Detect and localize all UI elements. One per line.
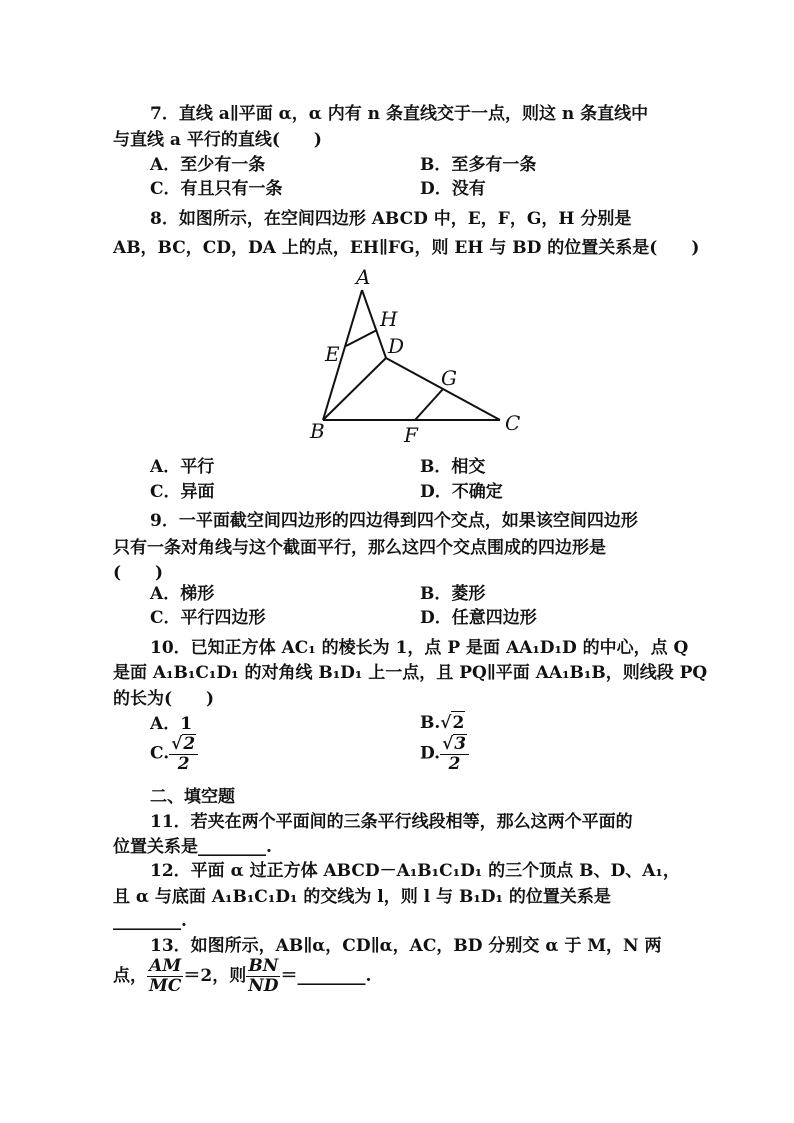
q7-option-c: C．有且只有一条 bbox=[150, 179, 283, 199]
q10-option-a: A．1 bbox=[150, 714, 193, 734]
q10-option-c-prefix: C. bbox=[150, 743, 170, 764]
label-g: G bbox=[441, 366, 457, 390]
label-c: C bbox=[505, 411, 521, 435]
label-a: A bbox=[356, 265, 371, 289]
q10-option-d-fraction bbox=[440, 734, 469, 774]
fraction-numerator: BN bbox=[246, 957, 280, 977]
q10-option-b-prefix: B. bbox=[420, 713, 441, 733]
q13-fraction-bn-nd bbox=[246, 957, 280, 996]
q10-line3: 的长为( ) bbox=[113, 689, 215, 709]
q10-option-c bbox=[150, 734, 198, 774]
fraction-numerator bbox=[169, 734, 198, 755]
q12-line3: ________. bbox=[113, 911, 187, 931]
fraction-denominator: 2 bbox=[448, 754, 461, 774]
q9-option-b: B．菱形 bbox=[420, 584, 486, 604]
q10-option-d bbox=[420, 734, 469, 774]
q9-line2: 只有一条对角线与这个截面平行，那么这四个交点围成的四边形是 bbox=[113, 538, 606, 558]
q11-line2: 位置关系是________. bbox=[113, 837, 272, 857]
q10-option-d-prefix: D. bbox=[420, 743, 441, 764]
label-d: D bbox=[388, 334, 405, 358]
radicand: 2 bbox=[183, 734, 196, 754]
q13-line1: 13．如图所示，AB∥α，CD∥α，AC，BD 分别交 α 于 M，N 两 bbox=[150, 936, 662, 956]
q9-option-d: D．任意四边形 bbox=[420, 608, 537, 628]
label-e: E bbox=[325, 342, 340, 366]
q8-figure bbox=[300, 260, 540, 450]
q7-option-b: B．至多有一条 bbox=[420, 155, 537, 175]
q11-line1: 11．若夹在两个平面间的三条平行线段相等，那么这两个平面的 bbox=[150, 812, 633, 832]
q9-line1: 9．一平面截空间四边形的四边得到四个交点，如果该空间四边形 bbox=[150, 511, 638, 531]
q13-line2 bbox=[113, 954, 713, 998]
q12-line2: 且 α 与底面 A₁B₁C₁D₁ 的交线为 l，则 l 与 B₁D₁ 的位置关系是 bbox=[113, 887, 611, 907]
fraction-denominator: 2 bbox=[177, 754, 190, 774]
fraction-denominator: MC bbox=[149, 976, 182, 996]
q7-line1: 7．直线 a∥平面 α，α 内有 n 条直线交于一点，则这 n 条直线中 bbox=[150, 104, 649, 124]
q7-option-a: A．至少有一条 bbox=[150, 155, 266, 175]
q9-option-a: A．梯形 bbox=[150, 584, 215, 604]
q12-line1: 12．平面 α 过正方体 ABCD－A₁B₁C₁D₁ 的三个顶点 B、D、A₁， bbox=[150, 861, 680, 881]
q10-option-b bbox=[420, 711, 465, 734]
fraction-denominator: ND bbox=[248, 976, 279, 996]
edge-fg bbox=[415, 389, 443, 420]
section-heading: 二、填空题 bbox=[150, 787, 235, 807]
q8-option-a: A．平行 bbox=[150, 457, 215, 477]
radicand: 3 bbox=[454, 734, 467, 754]
q7-line2: 与直线 a 平行的直线( ) bbox=[113, 130, 322, 150]
q9-option-c: C．平行四边形 bbox=[150, 608, 266, 628]
q10-line1: 10．已知正方体 AC₁ 的棱长为 1，点 P 是面 AA₁D₁D 的中心，点 Q bbox=[150, 638, 689, 658]
fraction-numerator: AM bbox=[147, 957, 183, 977]
q13-prefix: 点， bbox=[113, 966, 147, 986]
q13-mid: ＝2，则 bbox=[183, 966, 247, 986]
q13-fraction-am-mc bbox=[147, 957, 183, 996]
sqrt-icon: √ bbox=[171, 734, 183, 754]
fraction-numerator bbox=[440, 734, 469, 755]
q8-option-c: C．异面 bbox=[150, 482, 215, 502]
sqrt-icon: √ bbox=[440, 713, 452, 733]
q10-option-b-radicand: 2 bbox=[452, 713, 465, 733]
label-b: B bbox=[310, 419, 325, 443]
q8-line1: 8．如图所示，在空间四边形 ABCD 中，E，F，G，H 分别是 bbox=[150, 209, 632, 229]
q8-option-d: D．不确定 bbox=[420, 482, 503, 502]
q10-option-c-fraction bbox=[169, 734, 198, 774]
label-f: F bbox=[404, 423, 418, 447]
q13-suffix: ＝________. bbox=[280, 966, 372, 986]
q7-option-d: D．没有 bbox=[420, 179, 486, 199]
q10-line2: 是面 A₁B₁C₁D₁ 的对角线 B₁D₁ 上一点，且 PQ∥平面 AA₁B₁B，则线段 PQ bbox=[113, 663, 708, 683]
edge-eh bbox=[346, 330, 377, 346]
q8-option-b: B．相交 bbox=[420, 457, 486, 477]
sqrt-icon: √ bbox=[442, 734, 454, 754]
q9-line3: ( ) bbox=[113, 563, 164, 583]
q8-line2: AB，BC，CD，DA 上的点，EH∥FG，则 EH 与 BD 的位置关系是( ) bbox=[113, 238, 700, 258]
label-h: H bbox=[380, 307, 398, 331]
